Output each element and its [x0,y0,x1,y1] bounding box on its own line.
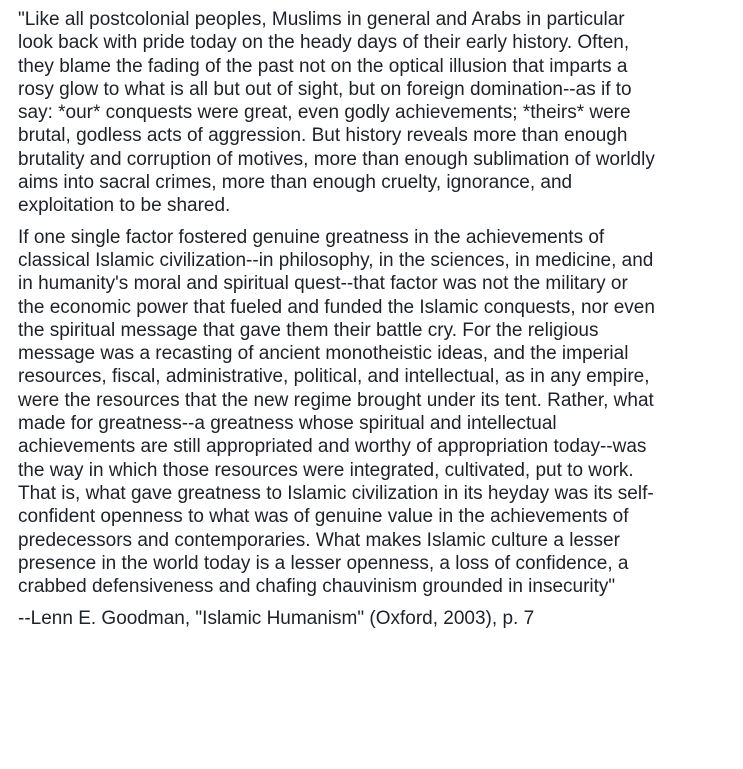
text-line: brutality and corruption of motives, more than enough sublimation of worldly [18,148,655,170]
text-line: say: *our* conquests were great, even godly achievements; *theirs* were [18,102,631,124]
text-line: message was a recasting of ancient monotheistic ideas, and the imperial [18,343,629,365]
text-line: classical Islamic civilization--in philosophy, in the sciences, in medicine, and [18,249,654,271]
text-line: made for greatness--a greatness whose spiritual and intellectual [18,413,557,435]
text-line: brutal, godless acts of aggression. But history reveals more than enough [18,125,628,147]
text-line: "Like all postcolonial peoples, Muslims in general and Arabs in particular [18,9,625,30]
text-line: rosy glow to what is all but out of sight, but on foreign domination--as if to [18,78,632,100]
text-line: the spiritual message that gave them their battle cry. For the religious [18,319,599,341]
text-line: exploitation to be shared. [18,195,231,217]
text-line: If one single factor fostered genuine greatness in the achievements of [18,226,605,248]
quote-paragraph-1 [18,8,743,218]
text-line: in humanity's moral and spiritual quest--that factor was not the military or [18,273,628,295]
text-line: achievements are still appropriated and worthy of appropriation today--was [18,436,647,458]
text-line: crabbed defensiveness and chafing chauvinism grounded in insecurity" [18,576,616,598]
quote-post [18,8,743,631]
text-line: the economic power that fueled and funded the Islamic conquests, nor even [18,296,655,318]
text-line: were the resources that the new regime brought under its tent. Rather, what [18,389,654,411]
text-line: That is, what gave greatness to Islamic civilization in its heyday was its self- [18,482,654,504]
quote-paragraph-2 [18,226,743,599]
text-line: confident openness to what was of genuine value in the achievements of [18,506,629,528]
text-line: the way in which those resources were integrated, cultivated, put to work. [18,459,634,481]
text-line: they blame the fading of the past not on the optical illusion that imparts a [18,55,628,77]
quote-attribution: --Lenn E. Goodman, "Islamic Humanism" (Oxford, 2003), p. 7 [18,608,535,630]
text-line: aims into sacral crimes, more than enough cruelty, ignorance, and [18,172,573,194]
text-line: resources, fiscal, administrative, political, and intellectual, as in any empire, [18,366,650,388]
text-line: presence in the world today is a lesser openness, a loss of confidence, a [18,552,629,574]
text-line: look back with pride today on the heady days of their early history. Often, [18,32,630,54]
text-line: predecessors and contemporaries. What makes Islamic culture a lesser [18,529,620,551]
